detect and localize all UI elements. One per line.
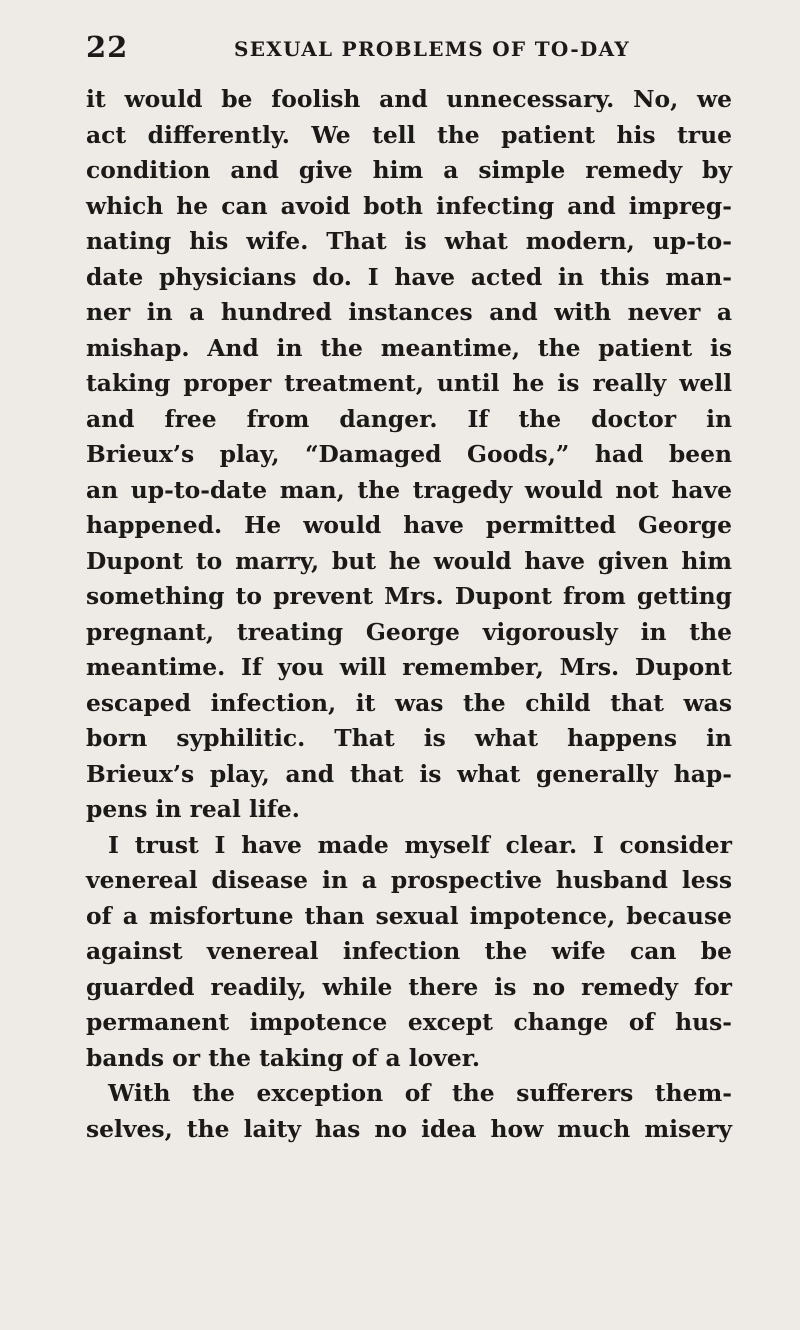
text-line: condition and give him a simple remedy by — [86, 156, 732, 184]
text-line: guarded readily, while there is no remedy for — [86, 972, 732, 1001]
text-line: venereal disease in a prospective husband less — [86, 866, 732, 894]
text-line: something to prevent Mrs. Dupont from getting — [86, 582, 732, 610]
running-head: SEXUAL PROBLEMS OF TO-DAY — [234, 37, 630, 61]
text-line: of a misfortune than sexual impotence, because — [86, 901, 732, 930]
text-line: ner in a hundred instances and with never a — [86, 298, 732, 326]
text-line: happened. He would have permitted George — [86, 511, 732, 539]
page-header — [86, 30, 731, 70]
text-line: pens in real life. — [86, 795, 300, 823]
text-line: permanent impotence except change of hus- — [86, 1008, 732, 1036]
text-line: which he can avoid both infecting and impreg- — [86, 191, 732, 220]
text-line: Dupont to marry, but he would have given him — [86, 546, 732, 575]
text-line: an up-to-date man, the tragedy would not have — [86, 475, 732, 504]
text-line: meantime. If you will remember, Mrs. Dupont — [86, 653, 732, 681]
text-line: date physicians do. I have acted in this man- — [86, 262, 732, 291]
text-line: bands or the taking of a lover. — [86, 1043, 481, 1072]
text-line: taking proper treatment, until he is really well — [86, 369, 732, 397]
text-line: escaped infection, it was the child that was — [86, 688, 732, 717]
text-line: Brieux’s play, “Damaged Goods,” had been — [86, 440, 732, 468]
text-line: selves, the laity has no idea how much misery — [86, 1114, 732, 1143]
text-line: nating his wife. That is what modern, up-to- — [86, 227, 732, 255]
body-text — [86, 82, 732, 1147]
text-line: act differently. We tell the patient his true — [86, 120, 732, 149]
text-line: born syphilitic. That is what happens in — [86, 724, 732, 752]
text-line: it would be foolish and unnecessary. No, we — [86, 85, 732, 113]
text-line: against venereal infection the wife can be — [86, 937, 732, 965]
text-line: Brieux’s play, and that is what generally hap- — [86, 759, 732, 788]
text-line: I trust I have made myself clear. I consider — [108, 830, 732, 859]
text-line: pregnant, treating George vigorously in the — [86, 617, 732, 646]
text-line: and free from danger. If the doctor in — [86, 404, 732, 433]
text-line: mishap. And in the meantime, the patient is — [86, 333, 732, 362]
text-line: With the exception of the sufferers them- — [108, 1079, 732, 1107]
page-number: 22 — [86, 30, 129, 64]
